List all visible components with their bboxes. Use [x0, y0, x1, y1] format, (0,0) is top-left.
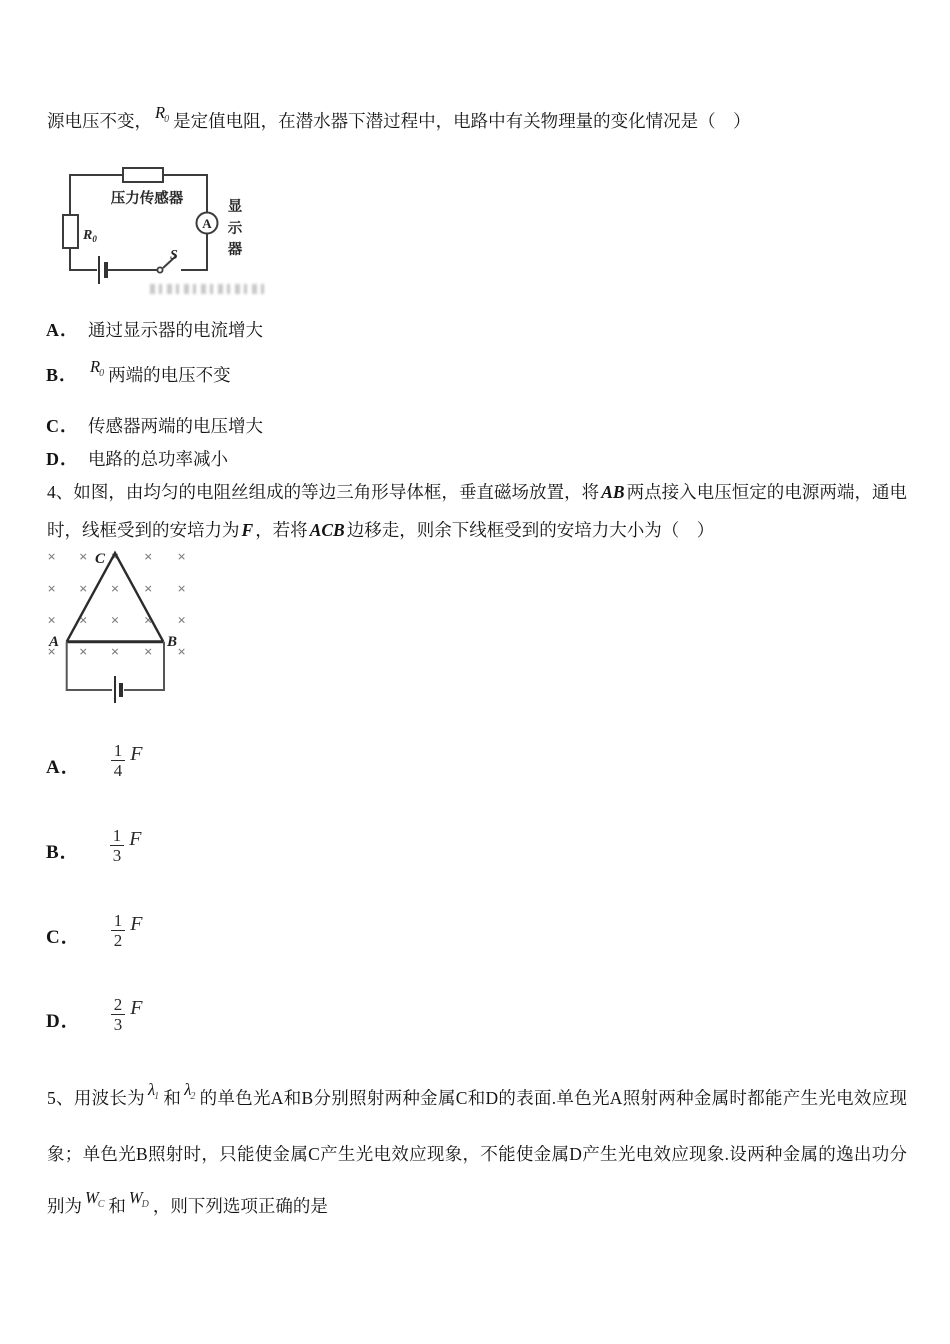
q4-option-b: [46, 819, 141, 865]
field-cross-icon: ×: [144, 613, 153, 629]
q4-option-a: [46, 734, 142, 780]
pressure-sensor-label: 压力传感器: [110, 191, 184, 207]
field-cross-icon: ×: [79, 549, 88, 566]
math-ab: AB: [601, 482, 625, 502]
field-cross-icon: ×: [47, 644, 56, 661]
switch-label: S: [170, 248, 178, 263]
field-cross-icon: ×: [47, 581, 56, 598]
vertex-label-c: C: [95, 551, 106, 567]
r0-resistor-box: [63, 215, 78, 248]
math-wc: [82, 1172, 108, 1227]
q5-run: 和: [163, 1088, 182, 1108]
question5-stem: [47, 1072, 907, 1236]
q4-option-d: [46, 988, 142, 1034]
q3-text-pre: 源电压不变，: [47, 111, 152, 131]
math-lambda2-base: λ: [184, 1080, 192, 1099]
field-cross-icon: ×: [177, 613, 186, 629]
field-cross-icon: ×: [110, 613, 120, 629]
fraction-numerator: 1: [113, 911, 123, 930]
fraction-numerator: 2: [113, 995, 123, 1014]
math-f: F: [129, 827, 142, 850]
field-cross-icon: ×: [79, 581, 88, 598]
q5-run: ，则下列选项正确的是: [152, 1196, 328, 1216]
field-cross-icon: ×: [79, 644, 88, 661]
q4-run: ，若将: [255, 520, 308, 540]
math-r0-base: R: [155, 103, 166, 122]
math-lambda2-sub: 2: [190, 1091, 196, 1102]
math-lambda1: [145, 1064, 163, 1119]
vertex-label-a: A: [49, 634, 60, 650]
math-lambda1-sub: 1: [154, 1091, 160, 1102]
display-char-3: 器: [227, 242, 243, 258]
math-f: F: [130, 996, 143, 1019]
field-cross-icon: ×: [110, 581, 120, 598]
math-wc-sub: C: [97, 1199, 105, 1210]
math-wd: [126, 1172, 153, 1227]
fraction: [110, 826, 125, 865]
math-r0-base: R: [90, 357, 101, 376]
field-cross-icon: ×: [110, 549, 120, 566]
option-label: A．: [46, 757, 81, 778]
fraction-denominator: 2: [111, 930, 126, 950]
math-wc-base: W: [85, 1188, 99, 1207]
fraction-denominator: 4: [111, 760, 126, 780]
math-f: F: [130, 742, 143, 765]
battery-symbol: [99, 256, 106, 284]
option-text: 两端的电压不变: [108, 365, 231, 385]
ammeter-label: A: [202, 216, 212, 231]
field-cross-icon: ×: [177, 549, 186, 566]
fraction: [111, 741, 126, 780]
circuit-wires: [70, 175, 207, 270]
option-text: 传感器两端的电压增大: [88, 416, 263, 436]
fraction: [111, 995, 126, 1034]
field-cross-icon: ×: [47, 613, 56, 629]
option-text: 电路的总功率减小: [88, 449, 228, 469]
field-cross-icon: ×: [144, 644, 153, 661]
q3-text-post: 是定值电阻，在潜水器下潜过程中，电路中有关物理量的变化情况是（ ）: [173, 111, 751, 131]
fraction-denominator: 3: [110, 845, 125, 865]
field-cross-icon: ×: [177, 644, 186, 661]
q5-run: 5、用波长为: [47, 1088, 145, 1108]
magnetic-field-diagram: [36, 544, 214, 712]
q4-option-c: [46, 904, 142, 950]
question3-continuation: [47, 102, 907, 144]
q3-option-c: [46, 412, 263, 438]
math-f: F: [130, 912, 143, 935]
math-r0: [87, 357, 108, 377]
question4-stem: [47, 473, 907, 549]
field-cross-icon: ×: [47, 549, 56, 566]
math-lambda2: [181, 1064, 199, 1119]
display-label: [227, 198, 243, 258]
q3-option-b: [46, 357, 231, 387]
r0-box-label-base: R: [83, 228, 93, 243]
q4-run: 两点接入电压恒定的电源两端，通电时，线框受到的安培力为: [47, 482, 908, 540]
q3-option-a: [46, 316, 263, 342]
battery-symbol: [115, 676, 121, 703]
fraction-numerator: 1: [113, 741, 123, 760]
fraction: [111, 911, 126, 950]
scan-artifact: [150, 284, 266, 294]
pressure-sensor-box: [123, 168, 163, 182]
math-r0-sub: 0: [99, 368, 105, 379]
option-label: D．: [46, 449, 79, 469]
q5-run: 和: [108, 1196, 126, 1216]
math-r0: [152, 94, 173, 135]
option-label: B．: [46, 365, 79, 385]
q4-run: 4、如图，由均匀的电阻丝组成的等边三角形导体框，垂直磁场放置，将: [47, 482, 600, 502]
math-r0-sub: 0: [164, 114, 170, 125]
r0-box-label-sub: 0: [92, 234, 97, 244]
field-cross-icon: ×: [144, 581, 153, 598]
fraction-denominator: 3: [111, 1014, 126, 1034]
math-lambda1-base: λ: [147, 1080, 156, 1099]
r0-box-label: [82, 228, 97, 244]
field-cross-grid: [47, 550, 186, 661]
field-cross-icon: ×: [79, 613, 88, 629]
option-label: D．: [46, 1011, 81, 1032]
display-char-1: 显: [227, 199, 243, 215]
math-wd-sub: D: [141, 1199, 149, 1210]
option-text: 通过显示器的电流增大: [88, 320, 263, 340]
fraction-numerator: 1: [112, 826, 122, 845]
option-label: A．: [46, 320, 79, 340]
option-label: B．: [46, 842, 80, 863]
option-label: C．: [46, 927, 81, 948]
field-cross-icon: ×: [144, 549, 153, 566]
math-acb: ACB: [309, 520, 345, 540]
field-cross-icon: ×: [177, 581, 186, 598]
display-char-2: 示: [227, 221, 243, 237]
q4-run: 边移走，则余下线框受到的安培力大小为（ ）: [346, 520, 715, 540]
vertex-label-b: B: [167, 634, 178, 650]
math-f: F: [241, 520, 254, 540]
math-wd-base: W: [128, 1188, 143, 1207]
q5-run: 的单色光A和B分别照射两种金属C和D的表面.单色光A照射两种金属时都能产生光电效应现象；单色光B照射时，只能使金属C产生光电效应现象，不能使金属D产生光电效应现象.设两种金属的逸出功分别为: [47, 1088, 907, 1216]
option-label: C．: [46, 416, 79, 436]
field-cross-icon: ×: [110, 644, 120, 661]
q3-option-d: [46, 445, 228, 471]
